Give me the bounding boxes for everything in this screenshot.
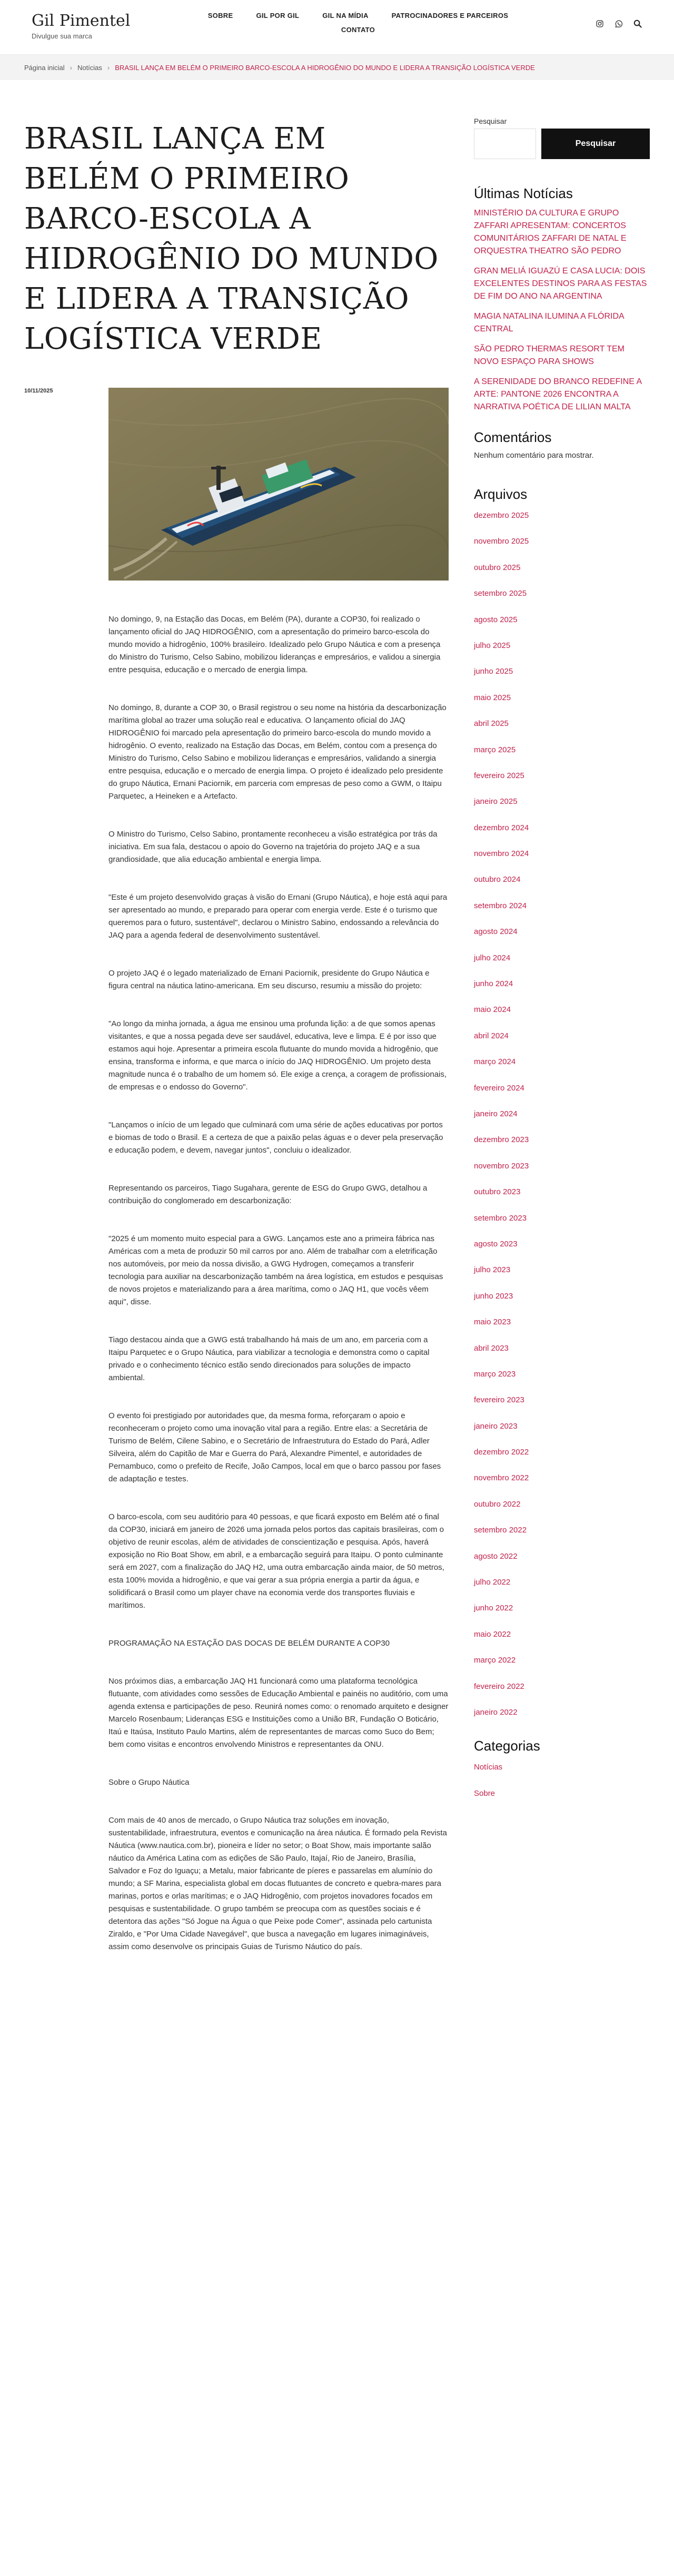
- archive-link[interactable]: novembro 2023: [474, 1161, 529, 1171]
- archive-link[interactable]: fevereiro 2023: [474, 1395, 524, 1405]
- section-heading: Sobre o Grupo Náutica: [108, 1778, 190, 1787]
- archive-link[interactable]: junho 2025: [474, 667, 513, 676]
- archive-link[interactable]: julho 2024: [474, 953, 511, 962]
- nav-row-primary: [174, 12, 542, 19]
- nav-item-contato[interactable]: CONTATO: [341, 26, 375, 34]
- article-paragraph: Nos próximos dias, a embarcação JAQ H1 funcionará como uma plataforma tecnológica flutuante, com atividades como sessões de Educação Ambiental e painéis no auditório, com uma agenda extensa e participações de peso. Reunirá nomes como: o renomado arquiteto e designer Marcelo Rosenbaum; Lideranças ESG e Instituições como a União BR, Fundação O Boticário, Itaú e Itaúsa, Instituto Paulo Martins, além de representantes de marcas como Suco do Bem; bem como visitas e encontros envolvendo Ministros e representantes da ONU.: [108, 1677, 449, 1749]
- article-paragraph: No domingo, 9, na Estação das Docas, em Belém (PA), durante a COP30, foi realizado o lançamento oficial do JAQ HIDROGÊNIO, com a apresentação do primeiro barco-escola do mundo movido a hidrogênio, 100% brasileiro. Idealizado pelo Grupo Náutica e com a presença do Ministro do Turismo, Celso Sabino, mobilizou lideranças e empresários, e validou a sinergia entre pesquisa, educação e o mercado de energia limpa.: [108, 615, 441, 674]
- archive-link[interactable]: agosto 2023: [474, 1239, 518, 1248]
- archive-link[interactable]: junho 2023: [474, 1291, 513, 1301]
- article-paragraph: Com mais de 40 anos de mercado, o Grupo Náutica traz soluções em inovação, sustentabilidade, infraestrutura, eventos e comunicação na área náutica. É formado pela Revista Náutica (www.nautica.com.br), pioneira e líder no setor; o Boat Show, mais importante salão náutico da América Latina com as edições de São Paulo, Itajaí, Rio de Janeiro, Brasília, Salvador e Foz do Iguaçu; a Metalu, maior fabricante de píeres e passarelas em alumínio do mundo; a SF Marina, especialista global em docas flutuantes de concreto e quebra-mares para marinas, portos e orlas marítimas; e o JAQ Hidrogênio, com projetos inovadores focados em pesquisas e sustentabilidade. O grupo também se preocupa com as questões sociais e é detentora das ações "Só Jogue na Água o que Peixe pode Comer", assinada pelo cartunista Ziraldo, e "Por Uma Cidade Navegável", que busca a navegação em lugares inimagináveis, assim como desenvolve os principais Guias de Turismo Náutico do país.: [108, 1816, 447, 1951]
- archives-title: Arquivos: [474, 486, 528, 502]
- site-brand[interactable]: [32, 12, 130, 40]
- archive-link[interactable]: março 2022: [474, 1656, 516, 1665]
- archive-link[interactable]: maio 2022: [474, 1629, 511, 1639]
- recent-post-link[interactable]: GRAN MELIÁ IGUAZÚ E CASA LUCIA: DOIS EXCELENTES DESTINOS PARA AS FESTAS DE FIM DO ANO NA ARGENTINA: [474, 267, 647, 301]
- nav-item-sobre[interactable]: SOBRE: [207, 12, 233, 19]
- article-paragraph: O evento foi prestigiado por autoridades que, da mesma forma, reforçaram o apoio e reconheceram o projeto como uma inovação vital para a região. Entre elas: a Secretária de Turismo de Belém, Cilene Sabino, e o Secretário de Infraestrutura do Estado do Pará, Adler Silveira, além do Capitão de Mar e Guerra do Pará, Alexandre Pimentel, e autoridades de Pernambuco, como o prefeito de Recife, João Campos, local em que o barco passou por fases de adaptação e testes.: [108, 1411, 441, 1483]
- breadcrumb-separator: ›: [107, 63, 110, 72]
- search-label: Pesquisar: [474, 117, 507, 125]
- archive-link[interactable]: janeiro 2023: [474, 1421, 518, 1431]
- archive-link[interactable]: agosto 2022: [474, 1551, 518, 1561]
- recent-post-link[interactable]: MINISTÉRIO DA CULTURA E GRUPO ZAFFARI APRESENTAM: CONCERTOS COMUNITÁRIOS ZAFFARI DE NATAL E ORQUESTRA THEATRO SÃO PEDRO: [474, 209, 627, 255]
- hero-image: [108, 388, 449, 581]
- post-body: [108, 388, 449, 1953]
- recent-posts-widget: [474, 185, 650, 414]
- archive-link[interactable]: abril 2023: [474, 1343, 509, 1353]
- archives-widget: [474, 486, 650, 1734]
- archive-link[interactable]: abril 2024: [474, 1031, 509, 1040]
- recent-post-link[interactable]: SÃO PEDRO THERMAS RESORT TEM NOVO ESPAÇO PARA SHOWS: [474, 345, 625, 366]
- archive-link[interactable]: março 2025: [474, 745, 516, 754]
- whatsapp-icon[interactable]: [614, 19, 623, 28]
- archive-link[interactable]: junho 2024: [474, 979, 513, 989]
- article-paragraph: "2025 é um momento muito especial para a GWG. Lançamos este ano a primeira fábrica nas Américas com a meta de produzir 50 mil carros por ano. Além de trabalhar com a eletrificação nos automóveis, por meio da nossa divisão, a GWG Hydrogen, começamos a transferir tecnologia para auxiliar na descarbonização também na área logística, em estudos e pesquisas de novos projetos e materializando para a área marítima, como o JAQ H1, que vocês vêem aqui", disse.: [108, 1234, 443, 1306]
- archive-link[interactable]: fevereiro 2022: [474, 1682, 524, 1691]
- archive-link[interactable]: outubro 2023: [474, 1187, 521, 1197]
- archive-list: [474, 511, 650, 1734]
- search-widget: [474, 117, 650, 159]
- site-header: [0, 0, 674, 55]
- article: [24, 119, 449, 1951]
- article-paragraph: "Este é um projeto desenvolvido graças à visão do Ernani (Grupo Náutica), e hoje está aqui para ser apresentado ao mundo, e preparado para operar com energia verde. Este é o turismo que queremos para o futuro, sustentável", declarou o Ministro Sabino, endossando a relevância do JAQ para a agenda federal de desenvolvimento sustentável.: [108, 893, 448, 940]
- comments-title: Comentários: [474, 429, 552, 445]
- archive-link[interactable]: março 2024: [474, 1057, 516, 1067]
- article-paragraph: Representando os parceiros, Tiago Sugahara, gerente de ESG do Grupo GWG, detalhou a contribuição do conglomerado em descarbonização:: [108, 1184, 428, 1205]
- archive-link[interactable]: julho 2025: [474, 641, 511, 650]
- sidebar: [474, 117, 650, 1815]
- archive-link[interactable]: maio 2024: [474, 1005, 511, 1015]
- archive-link[interactable]: abril 2025: [474, 719, 509, 729]
- archive-link[interactable]: julho 2023: [474, 1265, 511, 1275]
- breadcrumb-section[interactable]: Notícias: [77, 63, 102, 72]
- comments-widget: [474, 429, 650, 460]
- article-paragraph: O projeto JAQ é o legado materializado de Ernani Paciornik, presidente do Grupo Náutica e figura central na náutica latino-americana. Em seu discurso, resumiu a missão do projeto:: [108, 969, 430, 990]
- archive-link[interactable]: janeiro 2024: [474, 1109, 518, 1118]
- category-link[interactable]: Notícias: [474, 1763, 503, 1772]
- archive-link[interactable]: julho 2022: [474, 1578, 511, 1587]
- article-paragraph: Tiago destacou ainda que a GWG está trabalhando há mais de um ano, em parceria com a Itaipu Parquetec e o Grupo Náutica, para viabilizar a tecnologia e demonstra como o capital privado e o conhecimento técnico estão sendo direcionados para soluções de impacto ambiental.: [108, 1335, 430, 1382]
- categories-title: Categorias: [474, 1738, 540, 1754]
- recent-posts-title: Últimas Notícias: [474, 185, 573, 201]
- archive-link[interactable]: janeiro 2025: [474, 797, 518, 807]
- archive-link[interactable]: outubro 2022: [474, 1499, 521, 1509]
- archive-link[interactable]: dezembro 2025: [474, 511, 529, 520]
- archive-link[interactable]: fevereiro 2024: [474, 1083, 524, 1093]
- archive-link[interactable]: setembro 2022: [474, 1526, 527, 1535]
- nav-row-secondary: [174, 26, 542, 34]
- archive-link[interactable]: dezembro 2022: [474, 1448, 529, 1457]
- archive-link[interactable]: março 2023: [474, 1369, 516, 1379]
- archive-link[interactable]: outubro 2024: [474, 875, 521, 884]
- search-icon[interactable]: [633, 19, 642, 28]
- post-date: 10/11/2025: [24, 388, 53, 394]
- nav-item-gil-por-gil[interactable]: GIL POR GIL: [256, 12, 300, 19]
- archive-link[interactable]: novembro 2024: [474, 849, 529, 859]
- article-paragraph: No domingo, 8, durante a COP 30, o Brasil registrou o seu nome na história da descarbonização marítima global ao trazer uma solução real e educativa. O lançamento oficial do JAQ HIDROGÊNIO foi marcado pela apresentação do primeiro barco-escola do mundo movido a hidrogênio. O evento, realizado na Estação das Docas, em Belém, contou com a presença do Ministro do Turismo, Celso Sabino e mobilizou lideranças e empresários, validando a sinergia entre pesquisa, educação e o mercado de energia limpa. O projeto é idealizado pelo presidente do grupo Náutica, Ernani Paciornik, em parceria com empresas de peso como a GWM, o Itaipu Parquetec, a Heineken e a Artefacto.: [108, 703, 447, 801]
- page-title: BRASIL LANÇA EM BELÉM O PRIMEIRO BARCO-ESCOLA A HIDROGÊNIO DO MUNDO E LIDERA A TRANSIÇÃO LOGÍSTICA VERDE: [24, 122, 439, 356]
- breadcrumb: [0, 55, 674, 80]
- recent-post-link[interactable]: A SERENIDADE DO BRANCO REDEFINE A ARTE: PANTONE 2026 ENCONTRA A NARRATIVA POÉTICA DE LILIAN MALTA: [474, 377, 642, 411]
- breadcrumb-separator: ›: [70, 63, 72, 72]
- site-tagline: Divulgue sua marca: [32, 32, 92, 40]
- archive-link[interactable]: agosto 2025: [474, 615, 518, 624]
- category-link[interactable]: Sobre: [474, 1789, 495, 1798]
- archive-link[interactable]: dezembro 2024: [474, 823, 529, 832]
- comments-empty: Nenhum comentário para mostrar.: [474, 451, 594, 460]
- archive-link[interactable]: setembro 2025: [474, 589, 527, 598]
- search-button[interactable]: Pesquisar: [541, 129, 650, 159]
- archive-link[interactable]: agosto 2024: [474, 927, 518, 937]
- search-input[interactable]: [474, 129, 536, 159]
- main-nav: [174, 12, 542, 34]
- header-icons: [595, 19, 642, 28]
- instagram-icon[interactable]: [595, 19, 604, 28]
- recent-post-link[interactable]: MAGIA NATALINA ILUMINA A FLÓRIDA CENTRAL: [474, 312, 624, 333]
- article-paragraph: O barco-escola, com seu auditório para 40 pessoas, e que ficará exposto em Belém até o final da COP30, iniciará em janeiro de 2026 uma jornada pelos portos das capitais brasileiras, com o objetivo de reunir escolas, além de atividades de conscientização e pesquisa. Após, haverá exposição no Rio Boat Show, em abril, e a embarcação seguirá para Itaipu. O ponto culminante será em 2027, com a finalização do JAQ H2, uma outra embarcação ainda maior, de 50 metros, esta 100% movida a hidrogênio, e que vai gerar a sua própria energia a partir da água, e solidificará o Brasil como um player chave na economia verde dos transportes fluviais e marítimos.: [108, 1512, 444, 1610]
- archive-link[interactable]: maio 2023: [474, 1318, 511, 1327]
- archive-link[interactable]: novembro 2022: [474, 1473, 529, 1483]
- archive-link[interactable]: junho 2022: [474, 1604, 513, 1613]
- article-paragraph: O Ministro do Turismo, Celso Sabino, prontamente reconheceu a visão estratégica por trás da iniciativa. Em sua fala, destacou o apoio do Governo na trajetória do projeto JAQ e a sua grandiosidade, que alia educação ambiental e energia limpa.: [108, 830, 438, 864]
- archive-link[interactable]: novembro 2025: [474, 537, 529, 546]
- archive-link[interactable]: outubro 2025: [474, 563, 521, 572]
- site-title[interactable]: Gil Pimentel: [32, 12, 131, 30]
- nav-item-gil-na-midia[interactable]: GIL NA MÍDIA: [322, 12, 369, 19]
- categories-widget: [474, 1738, 650, 1815]
- breadcrumb-home[interactable]: Página inicial: [24, 63, 65, 72]
- archive-link[interactable]: setembro 2024: [474, 901, 527, 910]
- archive-link[interactable]: fevereiro 2025: [474, 771, 524, 780]
- archive-link[interactable]: dezembro 2023: [474, 1135, 529, 1145]
- nav-item-patrocinadores[interactable]: PATROCINADORES E PARCEIROS: [391, 12, 509, 19]
- archive-link[interactable]: maio 2025: [474, 693, 511, 702]
- archive-link[interactable]: setembro 2023: [474, 1213, 527, 1223]
- archive-link[interactable]: janeiro 2022: [474, 1707, 518, 1717]
- section-heading: PROGRAMAÇÃO NA ESTAÇÃO DAS DOCAS DE BELÉM DURANTE A COP30: [108, 1639, 390, 1648]
- breadcrumb-current: BRASIL LANÇA EM BELÉM O PRIMEIRO BARCO-ESCOLA A HIDROGÊNIO DO MUNDO E LIDERA A TRANSIÇÃO LOGÍSTICA VERDE: [115, 63, 535, 72]
- article-paragraph: "Ao longo da minha jornada, a água me ensinou uma profunda lição: a de que somos apenas visitantes, e que a nossa pegada deve ser saudável, educativa, leve e limpa. E é por isso que estamos aqui hoje. Apresentar a primeira escola flutuante do mundo movida a hidrogênio, que ensina, transforma e informa, e que marca o início do JAQ HIDROGÊNIO. Um projeto desta magnitude nunca é o trabalho de um homem só. Ele exige a crença, a coragem de profissionais, de empresas e o endosso do Governo".: [108, 1019, 447, 1092]
- article-paragraph: "Lançamos o início de um legado que culminará com uma série de ações educativas por portos e biomas de todo o Brasil. E a certeza de que a paixão pelas águas e o dever pela preservação e educação podem, e devem, navegar juntos", concluiu o idealizador.: [108, 1120, 443, 1155]
